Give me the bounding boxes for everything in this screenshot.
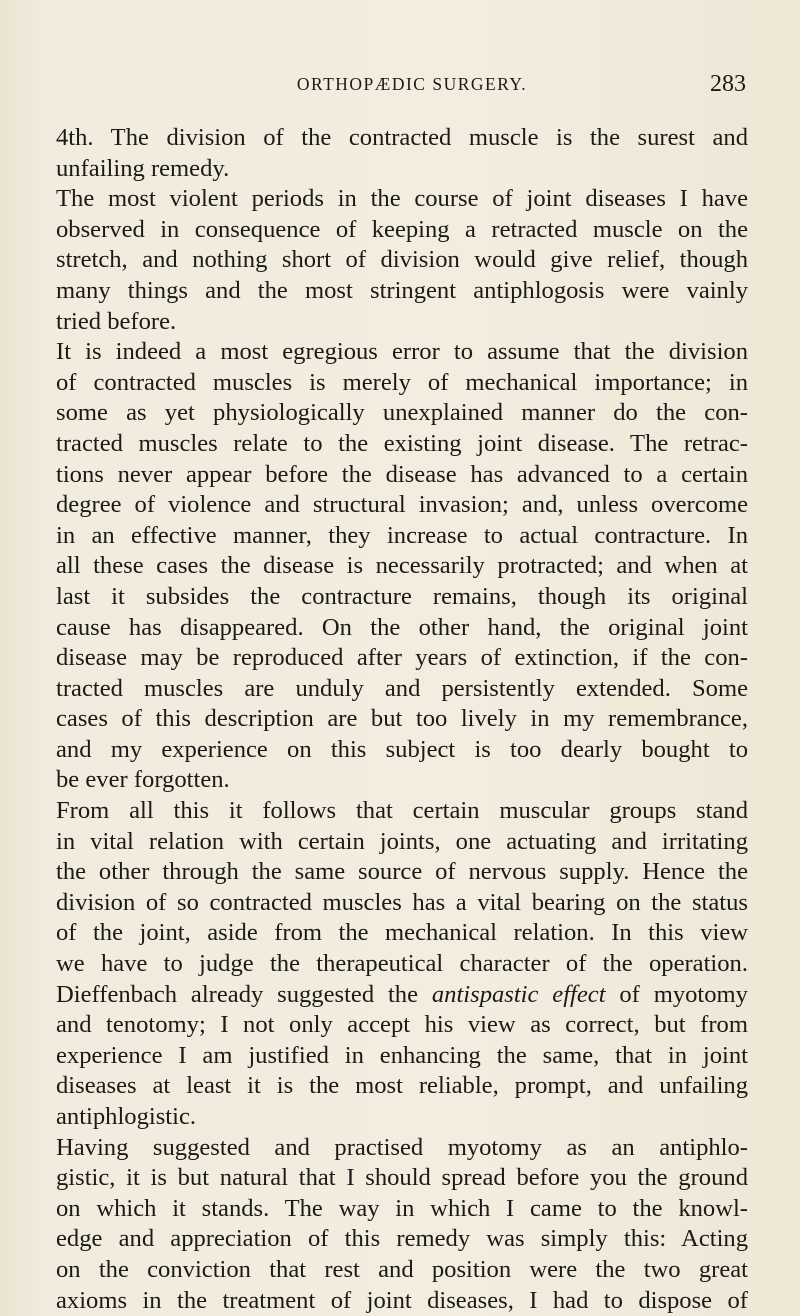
italic-text: effect <box>552 980 606 1008</box>
text-line: The most violent periods in the course of joint diseases I have <box>56 185 748 213</box>
text-line: we have to judge the therapeutical character of the operation. <box>56 950 748 978</box>
text-line: 4th. The division of the contracted muscle is the surest and <box>56 124 748 151</box>
text-line: observed in consequence of keeping a retracted muscle on the <box>56 215 748 243</box>
text-line: division of so contracted muscles has a vital bearing on the status <box>56 888 748 916</box>
page-number: 283 <box>710 71 746 97</box>
text-line: be ever forgotten. <box>56 766 230 794</box>
text-line: and my experience on this subject is too dearly bought to <box>56 735 748 763</box>
text-line: many things and the most stringent antiphlogosis were vainly <box>56 276 748 304</box>
text-line: in vital relation with certain joints, one actuating and irritating <box>56 827 748 855</box>
body-text <box>56 123 748 1316</box>
text-line: degree of violence and structural invasion; and, unless overcome <box>56 491 748 519</box>
text-line: last it subsides the contracture remains, though its original <box>56 582 748 610</box>
text-line: Having suggested and practised myotomy as an antiphlo- <box>56 1133 748 1161</box>
text-line: gistic, it is but natural that I should spread before you the ground <box>56 1164 748 1192</box>
text-line: tracted muscles relate to the existing joint disease. The retrac- <box>56 429 748 457</box>
text-line: experience I am justified in enhancing the same, that in joint <box>56 1041 748 1069</box>
text-line: axioms in the treatment of joint diseases, I had to dispose of <box>56 1286 748 1314</box>
text-line: some as yet physiologically unexplained manner do the con- <box>56 399 748 427</box>
text-line: stretch, and nothing short of division would give relief, though <box>56 246 748 274</box>
text-line: diseases at least it is the most reliable, prompt, and unfailing <box>56 1072 748 1100</box>
text-line: cases of this description are but too lively in my remembrance, <box>56 705 748 733</box>
text-line: unfailing remedy. <box>56 154 230 182</box>
text-line: of the joint, aside from the mechanical relation. In this view <box>56 919 748 947</box>
text-line: edge and appreciation of this remedy was simply this: Acting <box>56 1225 748 1253</box>
running-title: ORTHOPÆDIC SURGERY. <box>296 74 528 94</box>
text-line: in an effective manner, they increase to actual contracture. In <box>56 521 748 549</box>
text-line: on the conviction that rest and position were the two great <box>56 1255 748 1283</box>
text-line: of contracted muscles is merely of mechanical importance; in <box>56 368 748 396</box>
text-line: tracted muscles are unduly and persistently extended. Some <box>56 674 748 702</box>
text-line: cause has disappeared. On the other hand, the original joint <box>56 613 748 641</box>
text-line: all these cases the disease is necessarily protracted; and when at <box>56 552 748 580</box>
text-line: the other through the same source of nervous supply. Hence the <box>56 858 748 886</box>
text-line: and tenotomy; I not only accept his view as correct, but from <box>56 1011 748 1039</box>
text-line: on which it stands. The way in which I came to the knowl- <box>56 1194 748 1222</box>
text-line: disease may be reproduced after years of extinction, if the con- <box>56 644 748 672</box>
text-line: It is indeed a most egregious error to assume that the division <box>56 338 748 366</box>
text-line: Dieffenbach already suggested the antispastic effect of myotomy <box>56 980 748 1008</box>
text-line: antiphlogistic. <box>56 1103 197 1130</box>
text-line: From all this it follows that certain muscular groups stand <box>56 797 748 825</box>
text-line: tried before. <box>56 307 177 335</box>
italic-text: antispastic <box>431 980 539 1008</box>
text-line: tions never appear before the disease has advanced to a certain <box>56 460 748 488</box>
